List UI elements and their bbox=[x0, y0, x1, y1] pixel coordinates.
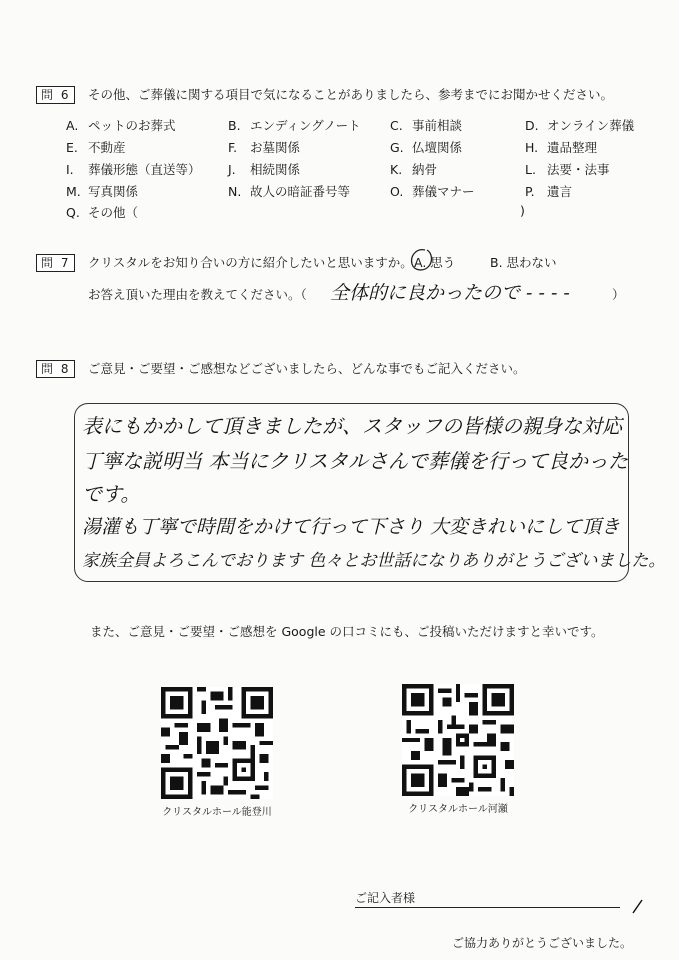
q6-option[interactable] bbox=[66, 184, 138, 200]
q7-option-b[interactable]: B. 思わない bbox=[490, 255, 557, 270]
q6-option[interactable] bbox=[525, 184, 572, 200]
comment-line-1: 表にもかかして頂きましたが、スタッフの皆様の親身な対応 bbox=[82, 414, 622, 438]
q6-option-text: ペットのお葬式 bbox=[88, 118, 176, 133]
signature-slash-mark bbox=[630, 898, 644, 916]
q6-option[interactable] bbox=[525, 118, 634, 134]
thanks-message: ご協力ありがとうございました。 bbox=[452, 936, 633, 950]
q7-answer-circle bbox=[407, 246, 435, 274]
q6-option-text: 故人の暗証番号等 bbox=[250, 184, 351, 199]
signature-label: ご記入者様 bbox=[355, 891, 416, 905]
q7-reason-close: ） bbox=[612, 287, 625, 302]
q7-label: 問 7 bbox=[36, 254, 75, 272]
q6-option-text: 写真関係 bbox=[88, 184, 139, 199]
q6-option-text: 納骨 bbox=[412, 162, 438, 177]
q6-option-text: 遺品整理 bbox=[547, 140, 598, 155]
q6-option-key: P. bbox=[525, 184, 535, 199]
q6-option-text: 相続関係 bbox=[250, 162, 301, 177]
q6-option[interactable] bbox=[228, 184, 350, 200]
q7-reason-prompt: お答え頂いた理由を教えてください。（ bbox=[88, 287, 307, 302]
q6-option-text: 事前相談 bbox=[412, 118, 463, 133]
q6-option[interactable] bbox=[228, 140, 300, 156]
q6-option[interactable] bbox=[228, 162, 300, 178]
q6-option[interactable] bbox=[66, 205, 138, 221]
q6-option-text: エンディングノート bbox=[250, 118, 361, 133]
q6-option-key: O. bbox=[390, 184, 404, 199]
q6-option[interactable] bbox=[390, 162, 437, 178]
q6-option-key: D. bbox=[525, 118, 539, 133]
q6-option-key: A. bbox=[66, 118, 79, 133]
q6-option-key: N. bbox=[228, 184, 242, 199]
q8-label: 問 8 bbox=[36, 360, 75, 378]
q6-option-key: K. bbox=[390, 162, 403, 177]
qr-caption-kawase: クリスタルホール河瀬 bbox=[408, 804, 508, 815]
q6-option[interactable] bbox=[66, 118, 176, 134]
q6-option-key: G. bbox=[390, 140, 404, 155]
q6-option-key: H. bbox=[525, 140, 539, 155]
q7-option-a[interactable]: A. 思う bbox=[414, 255, 456, 270]
q6-option-text: お墓関係 bbox=[250, 140, 301, 155]
q6-option[interactable] bbox=[66, 162, 201, 178]
qr-caption-notogawa: クリスタルホール能登川 bbox=[162, 807, 272, 818]
comment-line-5: 家族全員よろこんでおります 色々とお世話になりありがとうございました。 bbox=[82, 551, 666, 571]
q6-option-key: F. bbox=[228, 140, 238, 155]
q6-option-key: L. bbox=[525, 162, 536, 177]
comment-line-2: 丁寧な説明当 本当にクリスタルさんで葬儀を行って良かった bbox=[82, 449, 628, 473]
qr-code-kawase[interactable] bbox=[402, 684, 514, 796]
q6-option-text: 葬儀マナー bbox=[412, 184, 475, 199]
q6-option-text: 不動産 bbox=[88, 140, 126, 155]
comment-line-4: 湯灌も丁寧で時間をかけて行って下さり 大変きれいにして頂き bbox=[82, 516, 621, 538]
q6-option-key: I. bbox=[66, 162, 74, 177]
q6-option-key: J. bbox=[228, 162, 236, 177]
q6-option[interactable] bbox=[390, 118, 462, 134]
q6-option[interactable] bbox=[525, 140, 597, 156]
q6-option-key: E. bbox=[66, 140, 78, 155]
q6-option[interactable] bbox=[390, 184, 475, 200]
q8-question: ご意見・ご要望・ご感想などございましたら、どんな事でもご記入ください。 bbox=[88, 361, 526, 376]
q6-option-text: 法要・法事 bbox=[547, 162, 610, 177]
signature-line[interactable] bbox=[355, 907, 620, 908]
q6-option-key: M. bbox=[66, 184, 81, 199]
q6-option[interactable] bbox=[228, 118, 361, 134]
google-review-note: また、ご意見・ご要望・ご感想を Google の口コミにも、ご投稿いただけますと幸いです。 bbox=[90, 624, 604, 639]
q6-option[interactable] bbox=[390, 140, 462, 156]
q6-option-text: その他（ bbox=[88, 205, 139, 220]
q6-other-close: ) bbox=[520, 203, 525, 218]
q6-question: その他、ご葬儀に関する項目で気になることがありましたら、参考までにお聞かせください。 bbox=[88, 87, 614, 102]
q6-option-key: B. bbox=[228, 118, 241, 133]
qr-code-notogawa[interactable] bbox=[161, 687, 273, 799]
q6-label: 問 6 bbox=[36, 86, 75, 104]
q6-option[interactable] bbox=[66, 140, 126, 156]
q6-option-key: C. bbox=[390, 118, 403, 133]
q7-reason-answer: 全体的に良かったので - - - - bbox=[330, 282, 570, 304]
q6-option-text: オンライン葬儀 bbox=[547, 118, 635, 133]
q6-option-text: 遺言 bbox=[547, 184, 573, 199]
q7-question: クリスタルをお知り合いの方に紹介したいと思いますか。 bbox=[88, 255, 413, 270]
comment-line-3: です。 bbox=[82, 482, 141, 506]
q6-option[interactable] bbox=[525, 162, 610, 178]
q6-option-key: Q. bbox=[66, 205, 80, 220]
q6-option-text: 葬儀形態（直送等） bbox=[88, 162, 201, 177]
q6-option-text: 仏壇関係 bbox=[412, 140, 463, 155]
